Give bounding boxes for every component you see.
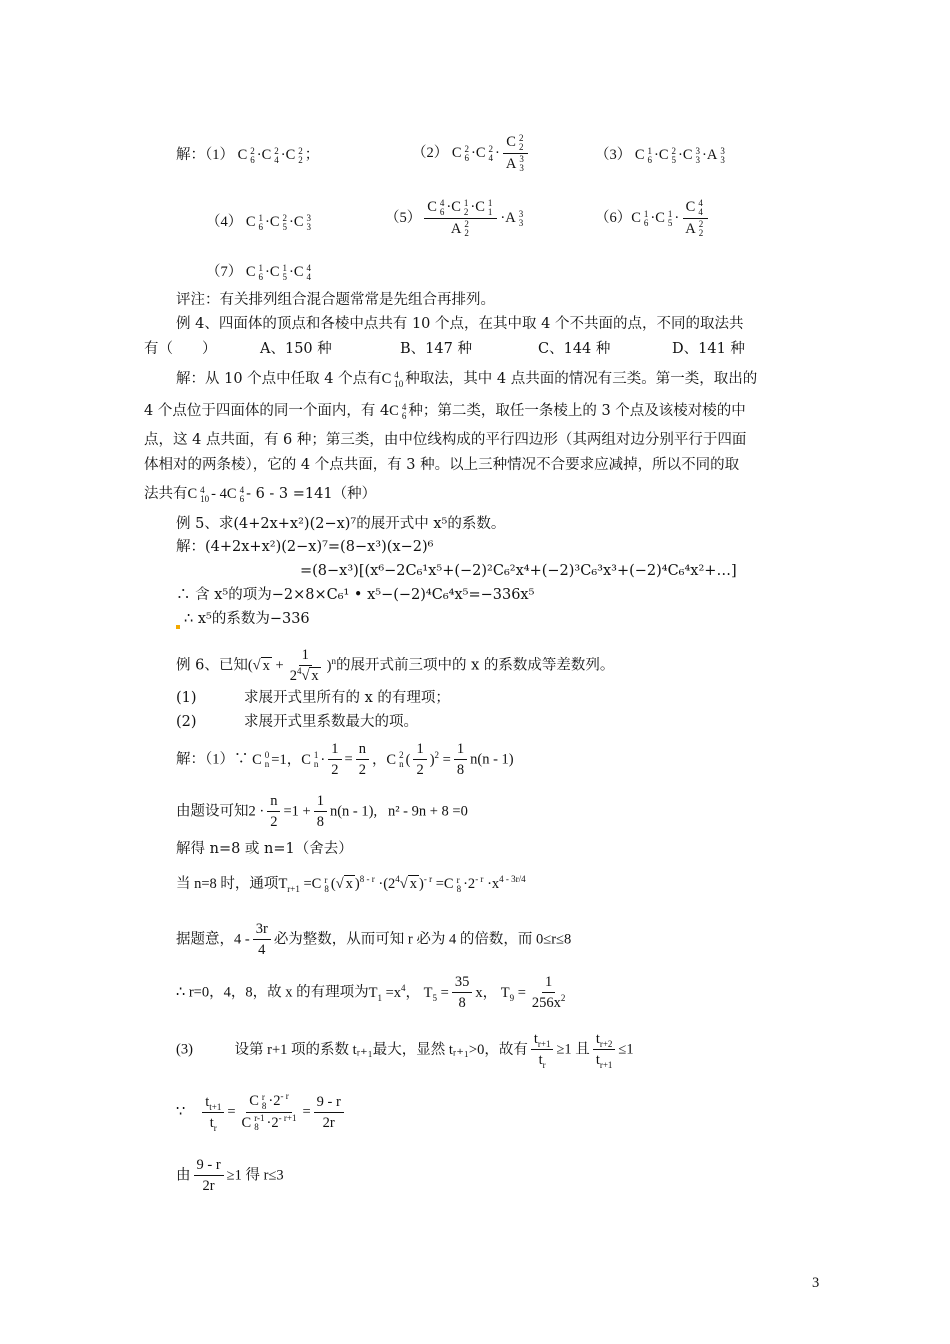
solution-6: （6）C 1 6 ·C 1 5 · C 4 4 A 2 2 xyxy=(595,198,711,238)
t5: x， $T_9$ = xyxy=(475,984,526,1003)
c6-4: C 4 6 xyxy=(389,401,407,421)
marker-dot xyxy=(176,625,180,629)
ex4-line1: 例 4、四面体的顶点和各棱中点共有 10 个点，在其中取 4 个不共面的点，不同的取法共 xyxy=(176,316,744,332)
ex4-line2 xyxy=(144,339,745,359)
ex5-s3: ∴ 含 x⁵的项为−2×8×C₆¹ • x⁵−(−2)⁴C₆⁴x⁵=−336x⁵ xyxy=(176,587,535,603)
solution-2: （2） C 2 6 ·C 2 4 · C 2 2 A 3 3 xyxy=(412,133,532,173)
ex4-sol5-b: - 4 xyxy=(211,486,227,502)
ex6-by: 据题意，4 - $\frac{3r}{4}$ 必为整数，从而可知 r 必为 4 的倍数，而 0≤r≤8 xyxy=(176,921,572,958)
formula-3: C 1 6 ·C 2 5 ·C 3 3 ·A 3 3 xyxy=(634,145,725,165)
ex4-sol5 xyxy=(144,484,376,504)
formula-1: C 2 6 ·C 2 4 ·C 2 2 xyxy=(237,145,303,165)
sol1-f2: ，C 2 n ( xyxy=(371,750,411,770)
option-d: D、141 种 xyxy=(672,341,745,357)
formula-5-tail: ·A 3 3 xyxy=(500,208,524,228)
from-text: ≥1 得 r≤3 xyxy=(226,1167,284,1184)
option-a: A、150 种 xyxy=(260,341,332,357)
because-eq: = xyxy=(227,1104,236,1121)
ex6-title-b: 的展开式前三项中的 x 的系数成等差数列。 xyxy=(336,657,615,674)
page-number: 3 xyxy=(812,1275,820,1291)
ex4-sol5-a: 法共有 xyxy=(144,486,188,502)
label-3: （3） xyxy=(595,147,632,163)
ex5-s4-text: ∴ x⁵的系数为−336 xyxy=(184,611,310,627)
solution-prefix: 解：（1） xyxy=(176,147,234,163)
cond-f3: n(n - 1), xyxy=(329,803,388,820)
from-label: 由 xyxy=(176,1167,191,1184)
ex5-s2: =(8−x³)[(x⁶−2C₆¹x⁵+(−2)²C₆²x⁴+(−2)³C₆³x³+(−2)⁴C₆⁴x²+…] xyxy=(300,563,737,579)
sol1-f1: C 0 n =1，C 1 n · xyxy=(252,750,326,770)
cond-f2: =1 + xyxy=(283,803,311,820)
because-label: ∵ xyxy=(176,1104,186,1121)
ex6-p3: (3) 设第 r+1 项的系数 tᵣ₊₁最大，显然 tᵣ₊₁>0，故有 $\frac{t_{r+1}}{t_r}$ ≥1 且 $\frac{t_{r+2}}{t_{r+1}}$ ≤1 xyxy=(176,1031,634,1070)
solution-3 xyxy=(595,145,727,165)
ex4-sol1 xyxy=(176,369,757,389)
sol1-f3: )$^2$ = xyxy=(429,749,451,768)
sol1-eq: = xyxy=(344,751,353,768)
gen-label: 当 n=8 时，通项 xyxy=(176,876,279,892)
ex6-from: 由 $\frac{9 - r}{2r}$ ≥1 得 r≤3 xyxy=(176,1157,284,1194)
binomial: (√ x + xyxy=(247,657,284,674)
p3-text: 设第 r+1 项的系数 tᵣ₊₁最大，显然 tᵣ₊₁>0，故有 xyxy=(234,1041,528,1058)
t1: $T_1 =x^4$， $T_5$ = xyxy=(368,982,449,1003)
ex4-sol2-a: 4 个点位于四面体的同一个面内，有 4 xyxy=(144,403,390,419)
ex6-q1 xyxy=(176,688,450,708)
by-label: 据题意， xyxy=(176,931,234,948)
ex6-title: 例 6、已知(√ x + $\frac{1}{2^4√ x}$ )$^n$的展开式前三项中的 x 的系数成等差数列。 xyxy=(176,647,615,684)
ex6-because: ∵ $\frac{t_{t+1}}{t_r}$ = C r 8 $\cdot 2^{- r}$ C r-1 8 $\cdot 2^{- r+1}$ = $\frac{9 - r}{2r}$ xyxy=(176,1092,347,1132)
q2-text: 求展开式里系数最大的项。 xyxy=(244,714,418,730)
option-c: C、144 种 xyxy=(538,341,611,357)
label-6: （6） xyxy=(595,210,632,227)
ex5-s1: 解：(4+2x+x²)(2−x)⁷=(8−x³)(x−2)⁶ xyxy=(176,539,434,555)
ex6-title-a: 例 6、已知 xyxy=(176,657,248,674)
c6-4b: C 4 6 xyxy=(226,484,245,504)
formula-4: C 1 6 ·C 2 5 ·C 3 3 xyxy=(245,212,312,232)
cond-eq: n² - 9n + 8 =0 xyxy=(387,803,468,820)
cond-label: 由题设可知 xyxy=(176,803,249,820)
ex4-sol1-b: 种取法，其中 4 点共面的情况有三类。第一类，取出的 xyxy=(405,371,758,387)
ex6-general xyxy=(176,874,526,894)
option-b: B、147 种 xyxy=(400,341,472,357)
p3-c: ≤1 xyxy=(618,1041,634,1058)
comment: 评注：有关排列组合混合题常常是先组合再排列。 xyxy=(176,292,495,308)
by-f1: 4 - xyxy=(234,931,250,948)
q2-num: (2) xyxy=(176,714,197,730)
ex4-sol5-c: - 6 - 3 =141（种） xyxy=(246,486,377,502)
label-7: （7） xyxy=(206,264,243,280)
binomial-close: )$^n$ xyxy=(326,655,337,674)
ex6-cond: 由题设可知2 · $\frac{n}{2}$ =1 + $\frac{1}{8}$ n(n - 1), n² - 9n + 8 =0 xyxy=(176,793,468,830)
ex5-title: 例 5、求(4+2x+x²)(2−x)⁷的展开式中 x⁵的系数。 xyxy=(176,516,506,532)
therefore-label: ∴ r=0，4，8，故 x 的有理项为 xyxy=(176,984,369,1001)
p3-b: ≥1 且 xyxy=(556,1041,590,1058)
solution-line-1 xyxy=(176,145,319,165)
solution-7 xyxy=(206,262,313,282)
because-eq2: = xyxy=(302,1104,311,1121)
solution-5: （5） C 4 6 ·C 1 2 ·C 1 1 A 2 2 ·A 3 3 xyxy=(385,197,524,239)
semicolon: ； xyxy=(304,147,320,163)
cond-f1: 2 · xyxy=(248,803,265,820)
solution-4 xyxy=(206,212,313,232)
ex6-roots: 解得 n=8 或 n=1（舍去） xyxy=(176,841,353,857)
ex6-sol1: 解：（1）∵ C 0 n =1，C 1 n · $\frac{1}{2}$ = $\frac{n}{2}$ ，C 2 n ( $\frac{1}{2}$ )$^2$ = $\frac{1}{8}$ n(n - 1) xyxy=(176,741,514,778)
c10-4b: C 4 10 xyxy=(187,484,210,504)
formula-7: C 1 6 ·C 1 5 ·C 4 4 xyxy=(245,262,312,282)
gen-formula: $T_{r+1} =C$ r 8 (√ x )$^{8 - r} \cdot(2^4√$ x )$^{- r}$ =C r 8 $\cdot 2^{- r} \cdot x^{4 - 3r/4}$ xyxy=(278,874,526,894)
ex4-sol1-a: 解：从 10 个点中任取 4 个点有 xyxy=(176,371,382,387)
q1-num: (1) xyxy=(176,690,197,706)
formula-6: C 1 6 ·C 1 5 · xyxy=(631,208,680,228)
ex4-sol3: 点，这 4 点共面，有 6 种；第三类，由中位线构成的平行四边形（其两组对边分别平行于四面 xyxy=(144,432,747,448)
label-2: （2） xyxy=(412,145,449,162)
ex4-paren: 有（ ） xyxy=(144,341,217,357)
ex4-sol2 xyxy=(144,401,746,421)
label-4: （4） xyxy=(206,214,243,230)
q1-text: 求展开式里所有的 x 的有理项； xyxy=(244,690,450,706)
ex6-therefore: ∴ r=0，4，8，故 x 的有理项为$T_1 =x^4$， $T_5$ = $\frac{35}{8}$ x， $T_9$ = $\frac{1}{256x^2}$ xyxy=(176,974,566,1011)
sol1-label: 解：（1）∵ xyxy=(176,751,249,768)
ex6-q2 xyxy=(176,712,418,732)
p3-num: (3) xyxy=(176,1041,193,1058)
by-text: 必为整数，从而可知 r 必为 4 的倍数，而 0≤r≤8 xyxy=(273,931,572,948)
c10-4: C 4 10 xyxy=(381,369,404,389)
ex4-sol4: 体相对的两条棱），它的 4 个点共面，有 3 种。以上三种情况不合要求应减掉，所以不同的取 xyxy=(144,457,740,473)
ex4-sol2-b: 种；第二类，取任一条棱上的 3 个点及该棱对棱的中 xyxy=(408,403,746,419)
ex5-s4 xyxy=(176,609,310,629)
label-5: （5） xyxy=(385,210,422,227)
sol1-f4: n(n - 1) xyxy=(470,751,514,768)
formula-2: C 2 6 ·C 2 4 · xyxy=(451,143,500,163)
